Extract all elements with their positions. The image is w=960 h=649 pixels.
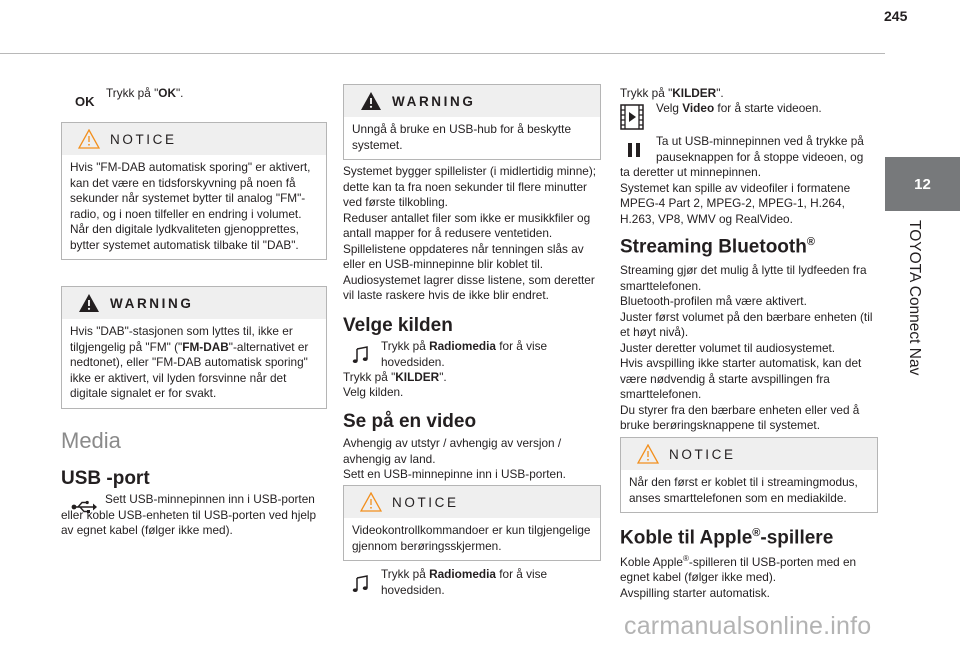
pause-instruction: Ta ut USB-minnepinnen ved å trykke på pauseknappen for å stoppe videoen, og [656,134,864,164]
notice-label: NOTICE [110,131,177,147]
usb-instruction: Sett USB-minnepinnen inn i USB-porten eller koble USB-enheten til USB-porten ved hjelp av egnet kabel (følger ikke med). [61,492,317,537]
video-instruction: Velg Video for å starte videoen. [656,101,822,115]
video-formats-text: ta deretter ut minnepinnen. Systemet kan spille av videofiler i formatene MPEG-4 Part 2, MPEG-2, MPEG-1, H.264, H.263, VP8, WMV og RealVideo. [620,165,851,226]
notice-box-streaming [620,437,878,513]
warning-triangle-icon [360,91,382,111]
notice-triangle-icon [78,129,100,149]
warning-label: WARNING [392,93,476,109]
notice-label: NOTICE [392,494,459,510]
watermark: carmanualsonline.info [624,612,872,640]
select-source-heading: Velge kilden [343,315,453,336]
notice-triangle-icon [637,444,659,464]
sources-instruction: Trykk på "KILDER". [620,86,724,100]
notice-body: Hvis "FM-DAB automatisk sporing" er aktivert, kan det være en tidsforskyvning på noen få sekunder når systemet bytter til analog "FM"-radio, og i noen tilfeller en endring i volumet. Når den digitale lydkvaliteten gjenopprettes, bytter systemet automatisk tilbake til "DAB". [70,160,311,252]
page-number: 245 [884,8,908,24]
usb-port-heading: USB -port [61,468,150,489]
playlist-paragraph: Systemet bygger spillelister (i midlertidig minne); dette kan ta fra noen sekunder til flere minutter ved første tilkobling. Reduser antallet filer som ikke er musikkfiler og antall mapper for å redusere ventetiden. Spillelistene oppdateres når tenningen slås av eller en USB-minnepinne blir koblet til. Audiosystemet lagrer disse listene, som deretter vil laste raskere hvis de ikke blir endret. [343,164,597,302]
music-note-icon [352,575,368,593]
notice-triangle-icon [360,492,382,512]
notice-body: Når den først er koblet til i streamingmodus, anses smarttelefonen som en mediakilde. [629,475,858,505]
notice-label: NOTICE [669,446,736,462]
warning-body: Hvis "DAB"-stasjonen som lyttes til, ikke er tilgjengelig på "FM" ("FM-DAB"-alternativet er nedtonet), eller "FM-DAB automatisk sporing" ikke er aktivert, vil lyden forsvinne når det digitale signalet er for svakt. [70,324,309,400]
ok-icon: OK [75,94,95,109]
warning-triangle-icon [78,293,100,313]
bluetooth-streaming-heading: Streaming Bluetooth® [620,236,815,258]
warning-label: WARNING [110,295,194,311]
warning-body: Unngå å bruke en USB-hub for å beskytte systemet. [352,122,572,152]
chapter-tab: 12 [885,157,960,211]
warning-box-usb-hub [343,84,601,160]
apple-text: Koble Apple®-spilleren til USB-porten med en egnet kabel (følger ikke med). Avspilling starter automatisk. [620,554,857,600]
warning-box-dab [61,286,327,409]
select-source-text: Velg kilden. [343,385,404,399]
video-intro: Avhengig av utstyr / avhengig av versjon / avhengig av land. Sett en USB-minnepinne inn i USB-porten. [343,436,566,481]
radiomedia-instruction-2: Trykk på Radiomedia for å vise hovedsiden. [381,567,548,597]
watch-video-heading: Se på en video [343,411,477,432]
sources-instruction: Trykk på "KILDER". [343,370,447,384]
header-rule [0,53,885,54]
music-note-icon [352,346,368,364]
notice-body: Videokontrollkommandoer er kun tilgjengelige gjennom berøringsskjermen. [352,523,591,553]
apple-players-heading: Koble til Apple®-spillere [620,527,834,549]
chapter-title: TOYOTA Connect Nav [906,220,923,376]
media-heading: Media [61,428,121,453]
notice-box-fm-dab [61,122,327,260]
video-film-icon [620,104,644,130]
ok-instruction: Trykk på "OK". [106,86,184,100]
pause-icon [628,143,640,157]
bluetooth-text: Streaming gjør det mulig å lytte til lydfeeden fra smarttelefonen. Bluetooth-profilen må være aktivert. Juster først volumet på den bærbare enheten (til et høyt nivå). Juster deretter volumet til audiosystemet. Hvis avspilling ikke starter automatisk, kan det være nødvendig å starte avspillingen fra smarttelefonen. Du styrer fra den bærbare enheten eller ved å bruke berøringsknappene til systemet. [620,263,873,432]
notice-box-video [343,485,601,561]
radiomedia-instruction: Trykk på Radiomedia for å vise hovedsiden. [381,339,548,369]
